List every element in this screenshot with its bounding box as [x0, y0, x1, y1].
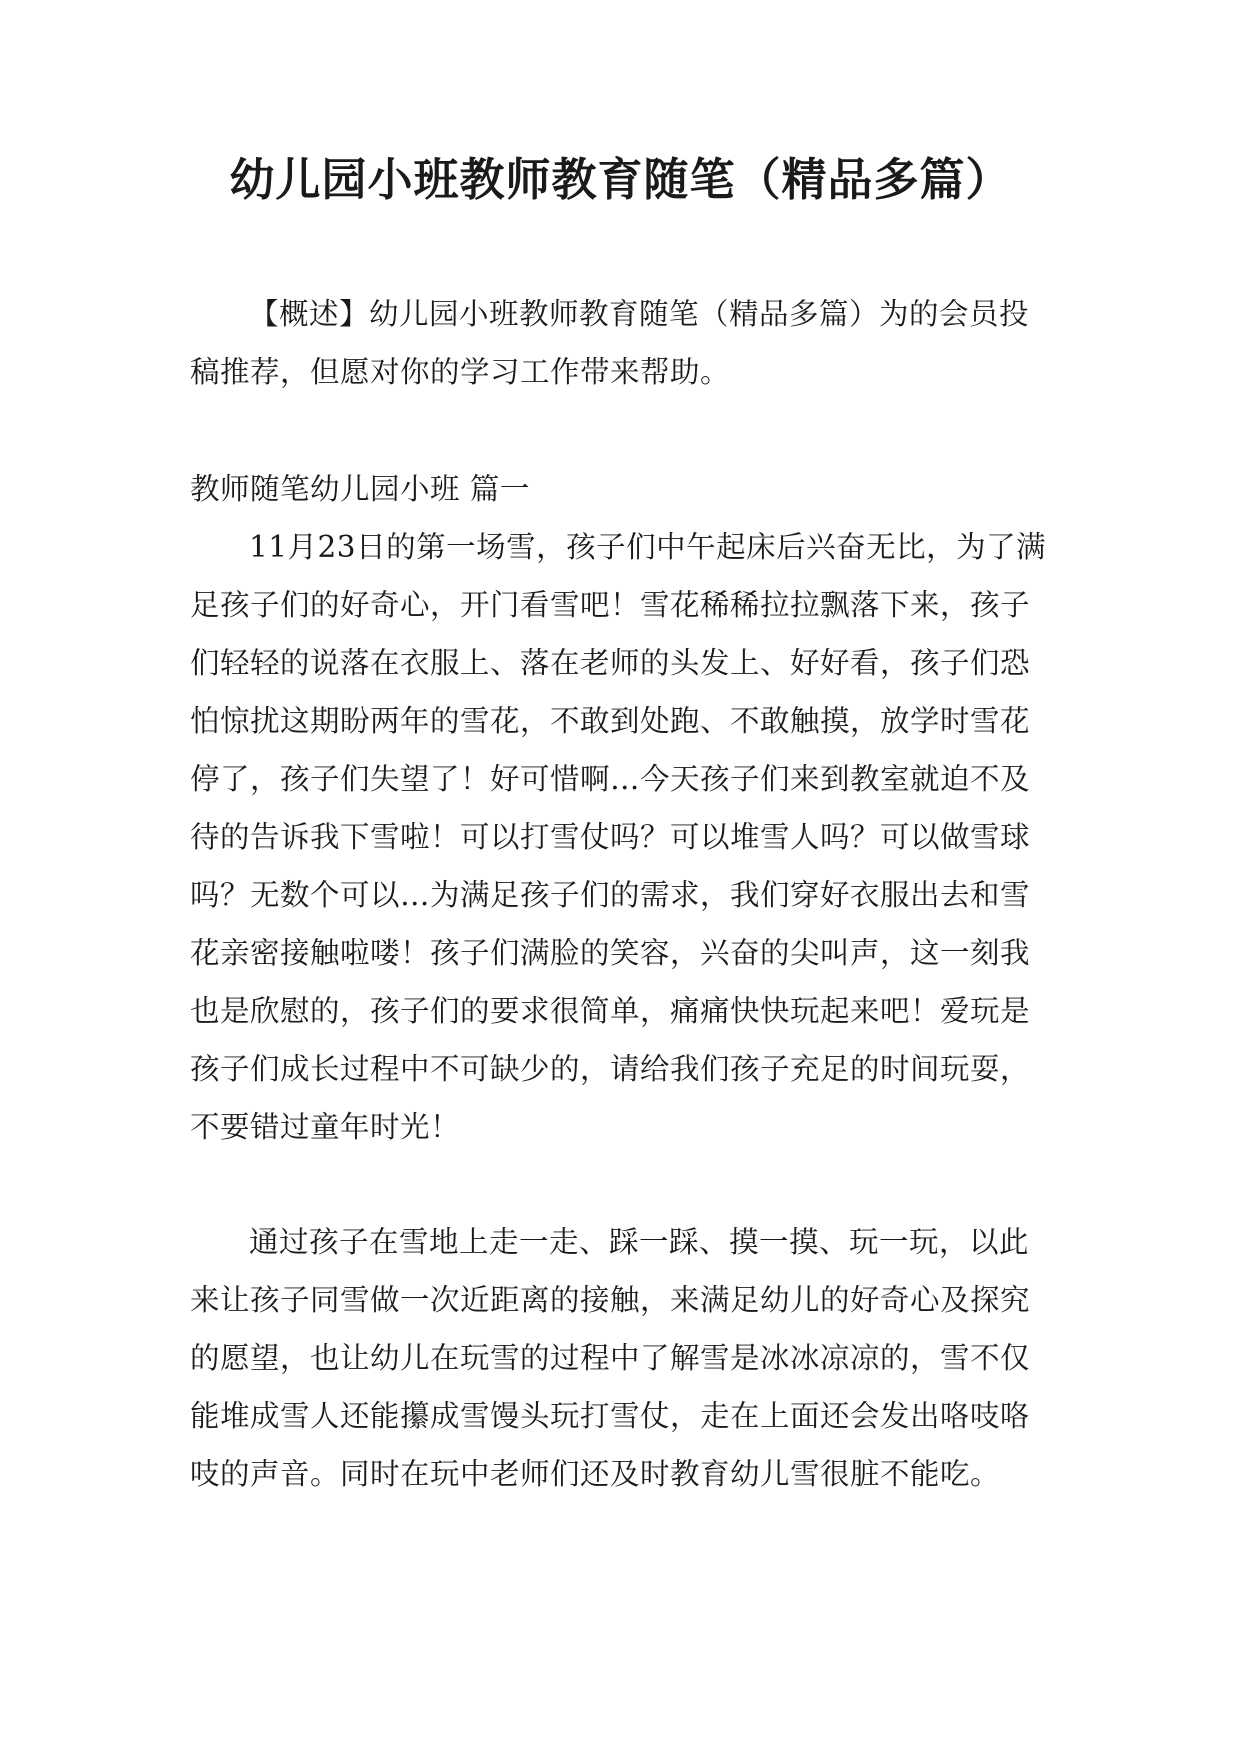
body-paragraph-1: 11月23日的第一场雪，孩子们中午起床后兴奋无比，为了满足孩子们的好奇心，开门看雪吧！雪花稀稀拉拉飘落下来，孩子们轻轻的说落在衣服上、落在老师的头发上、好好看，孩子们恐怕惊扰这期盼两年的雪花，不敢到处跑、不敢触摸，放学时雪花停了，孩子们失望了！好可惜啊…今天孩子们来到教室就迫不及待的告诉我下雪啦！可以打雪仗吗？可以堆雪人吗？可以做雪球吗？无数个可以…为满足孩子们的需求，我们穿好衣服出去和雪花亲密接触啦喽！孩子们满脸的笑容，兴奋的尖叫声，这一刻我也是欣慰的，孩子们的要求很简单，痛痛快快玩起来吧！爱玩是孩子们成长过程中不可缺少的，请给我们孩子充足的时间玩耍，不要错过童年时光！ [190, 530, 1047, 1144]
section-heading: 教师随笔幼儿园小班 篇一 [190, 472, 530, 506]
summary-paragraph: 【概述】幼儿园小班教师教育随笔（精品多篇）为的会员投稿推荐，但愿对你的学习工作带来帮助。 [190, 297, 1030, 389]
body-paragraph-2: 通过孩子在雪地上走一走、踩一踩、摸一摸、玩一玩，以此来让孩子同雪做一次近距离的接触，来满足幼儿的好奇心及探究的愿望，也让幼儿在玩雪的过程中了解雪是冰冰凉凉的，雪不仅能堆成雪人还能攥成雪馒头玩打雪仗，走在上面还会发出咯吱咯吱的声音。同时在玩中老师们还及时教育幼儿雪很脏不能吃。 [190, 1225, 1031, 1491]
document-title: 幼儿园小班教师教育随笔（精品多篇） [229, 153, 1012, 206]
